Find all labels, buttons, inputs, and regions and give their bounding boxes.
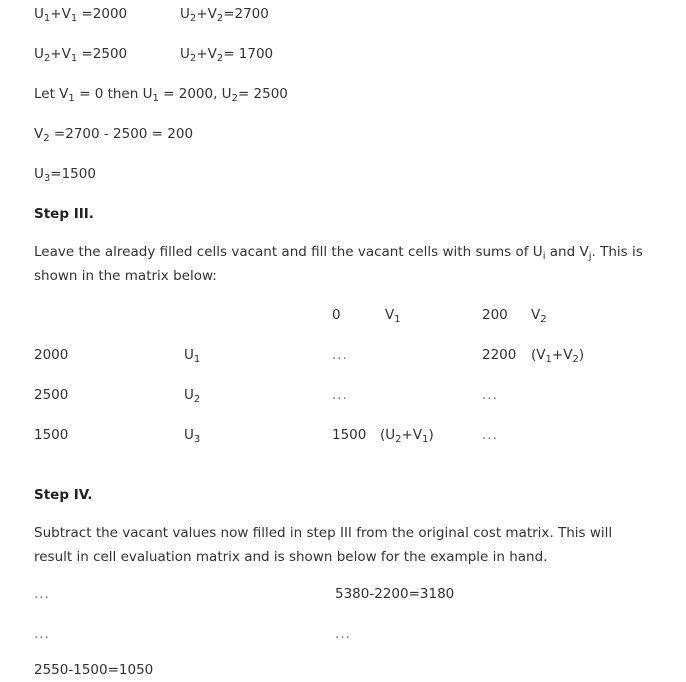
eval-row1-right: 5380-2200=3180 (335, 586, 455, 602)
step-3-heading: Step III. (34, 206, 94, 222)
equation-u2-v1: $U_2+V_1 =2500$ (34, 46, 128, 64)
matrix-row1-col2-note: $(V_1+V_2)$ (531, 347, 585, 365)
matrix-row2-col2-vacant: ... (482, 387, 498, 403)
matrix-row1-value: 2000 (34, 347, 69, 363)
equation-u1-v1: $U_1+V_1 =2000$ (34, 6, 128, 24)
eval-row3-left: 2550-1500=1050 (34, 662, 154, 678)
matrix-row1-label: $U_1$ (184, 347, 201, 365)
matrix-row2-col1-vacant: ... (332, 387, 348, 403)
matrix-col1-label: $V_1$ (385, 307, 401, 325)
matrix-row1-col2-value: 2200 (482, 347, 517, 363)
eval-row2-left: ... (34, 626, 50, 642)
matrix-row3-value: 1500 (34, 427, 69, 443)
eval-row2-right: ... (335, 626, 351, 642)
v2-line: $V_2 =2700 - 2500 = 200$ (34, 126, 194, 144)
step-4-paragraph: Subtract the vacant values now filled in step III from the original cost matrix. This will result in cell evaluation matrix and is shown below for the example in hand. (34, 525, 613, 565)
let-v1-line: Let $V_1 = 0$ then $U_1 = 2000$, $U_2= 2500$ (34, 86, 288, 104)
matrix-row3-label: $U_3$ (184, 427, 201, 445)
step-3-paragraph: Leave the already filled cells vacant and fill the vacant cells with sums of $U_i$ and $V_j$. This is shown in the matrix below: (34, 244, 643, 284)
eval-row1-left: ... (34, 586, 50, 602)
matrix-row3-col2-vacant: ... (482, 427, 498, 443)
equation-u2-v2-second: $U_2+V_2= 1700$ (180, 46, 274, 64)
matrix-row2-value: 2500 (34, 387, 69, 403)
u3-line: $U_3=1500$ (34, 166, 96, 184)
equation-u2-v2: $U_2+V_2=2700$ (180, 6, 269, 24)
matrix-row1-col1-vacant: ... (332, 347, 348, 363)
step-4-heading: Step IV. (34, 487, 93, 503)
matrix-col1-value: 0 (332, 307, 341, 323)
matrix-row3-col1-value: 1500 (332, 427, 367, 443)
matrix-col2-label: $V_2$ (531, 307, 547, 325)
matrix-col2-value: 200 (482, 307, 508, 323)
matrix-row2-label: $U_2$ (184, 387, 201, 405)
matrix-row3-col1-note: $(U_2+V_1)$ (380, 427, 434, 445)
